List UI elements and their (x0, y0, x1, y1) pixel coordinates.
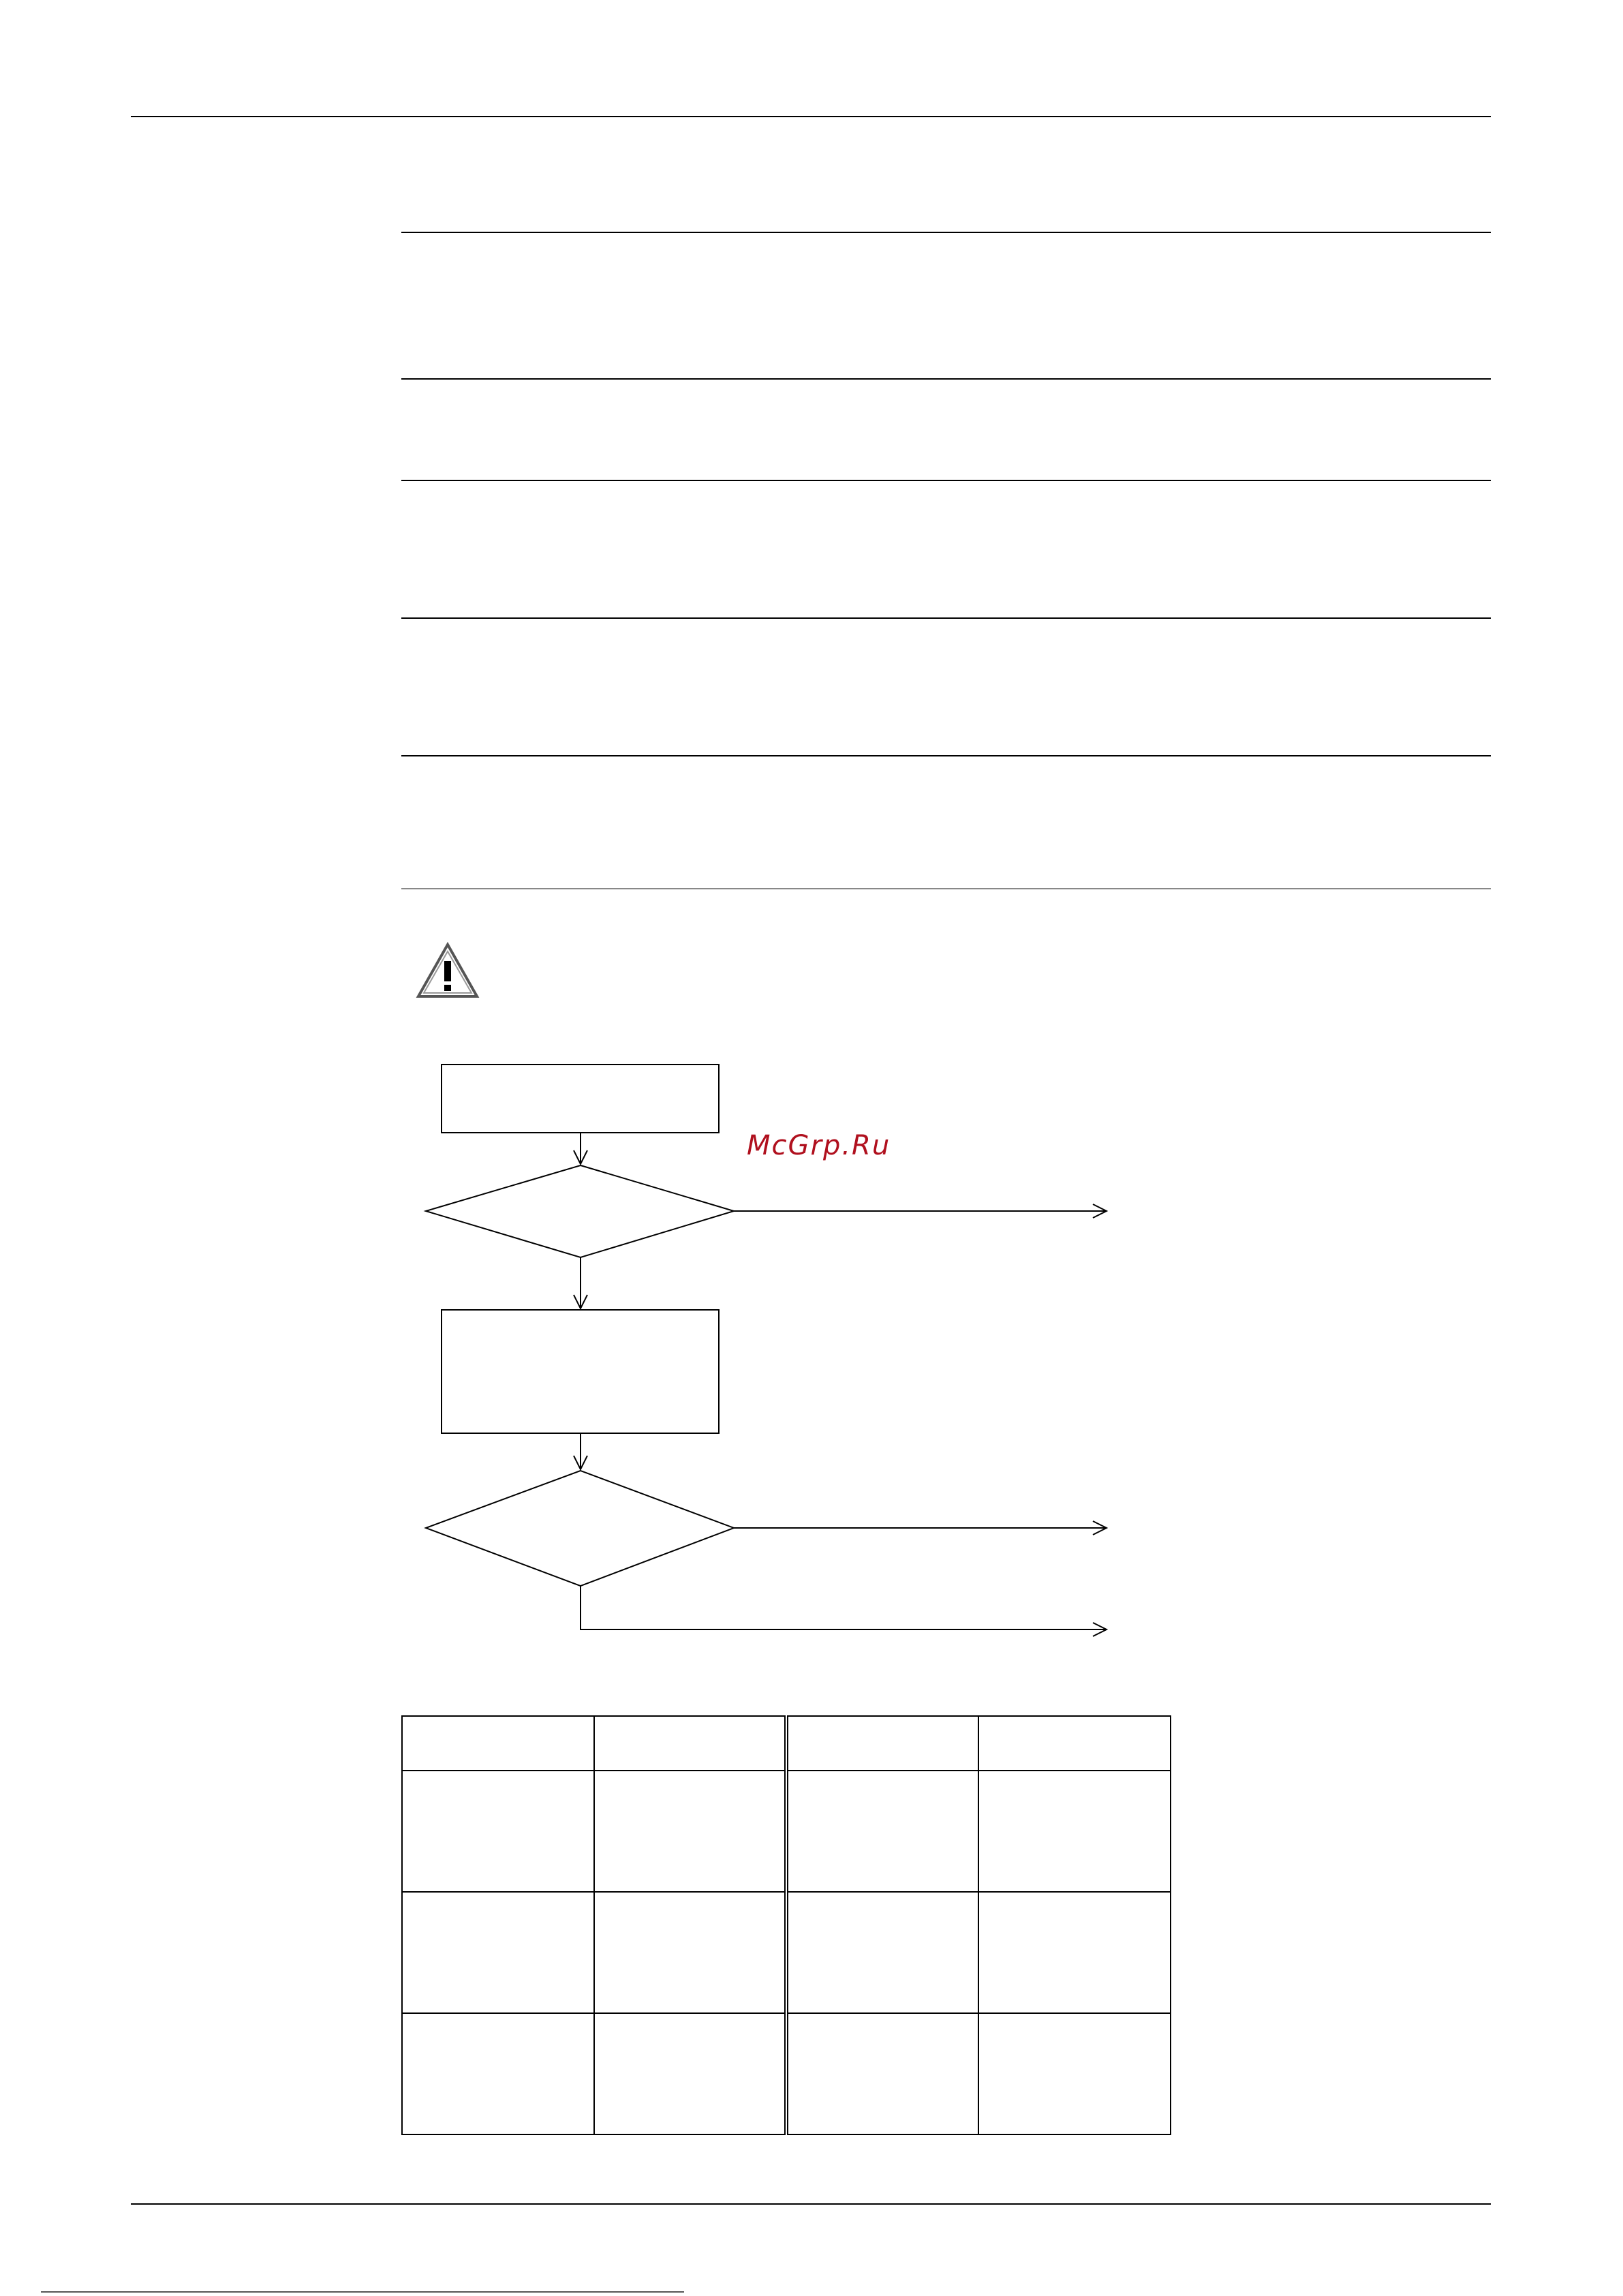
table-cell (594, 1771, 786, 1892)
bottom-edge-rule (41, 2291, 684, 2293)
decision-diamond-2 (426, 1471, 734, 1586)
process-box-2 (442, 1310, 719, 1433)
table-header-cell (978, 1716, 1171, 1771)
data-table (401, 1715, 1171, 2135)
table-row (402, 1771, 1171, 1892)
table-cell (594, 1892, 786, 2013)
table-header-row (402, 1716, 1171, 1771)
table-cell (594, 2013, 786, 2134)
table-cell (402, 1892, 594, 2013)
watermark: McGrp.Ru (747, 1130, 891, 1161)
table-cell (786, 1771, 978, 1892)
table-cell (978, 1771, 1171, 1892)
table-row (402, 2013, 1171, 2134)
decision-diamond-1 (426, 1165, 734, 1257)
table-header-cell (402, 1716, 594, 1771)
table-header-cell (594, 1716, 786, 1771)
table-cell (786, 1892, 978, 2013)
table-row (402, 1892, 1171, 2013)
table-cell (402, 1771, 594, 1892)
footer-rule (131, 2203, 1491, 2205)
table-cell (978, 2013, 1171, 2134)
process-box-1 (442, 1065, 719, 1133)
exit-arrow-decision-2-bottom (581, 1586, 1107, 1629)
table-cell (402, 2013, 594, 2134)
table-cell (786, 2013, 978, 2134)
table-header-cell (786, 1716, 978, 1771)
table-cell (978, 1892, 1171, 2013)
